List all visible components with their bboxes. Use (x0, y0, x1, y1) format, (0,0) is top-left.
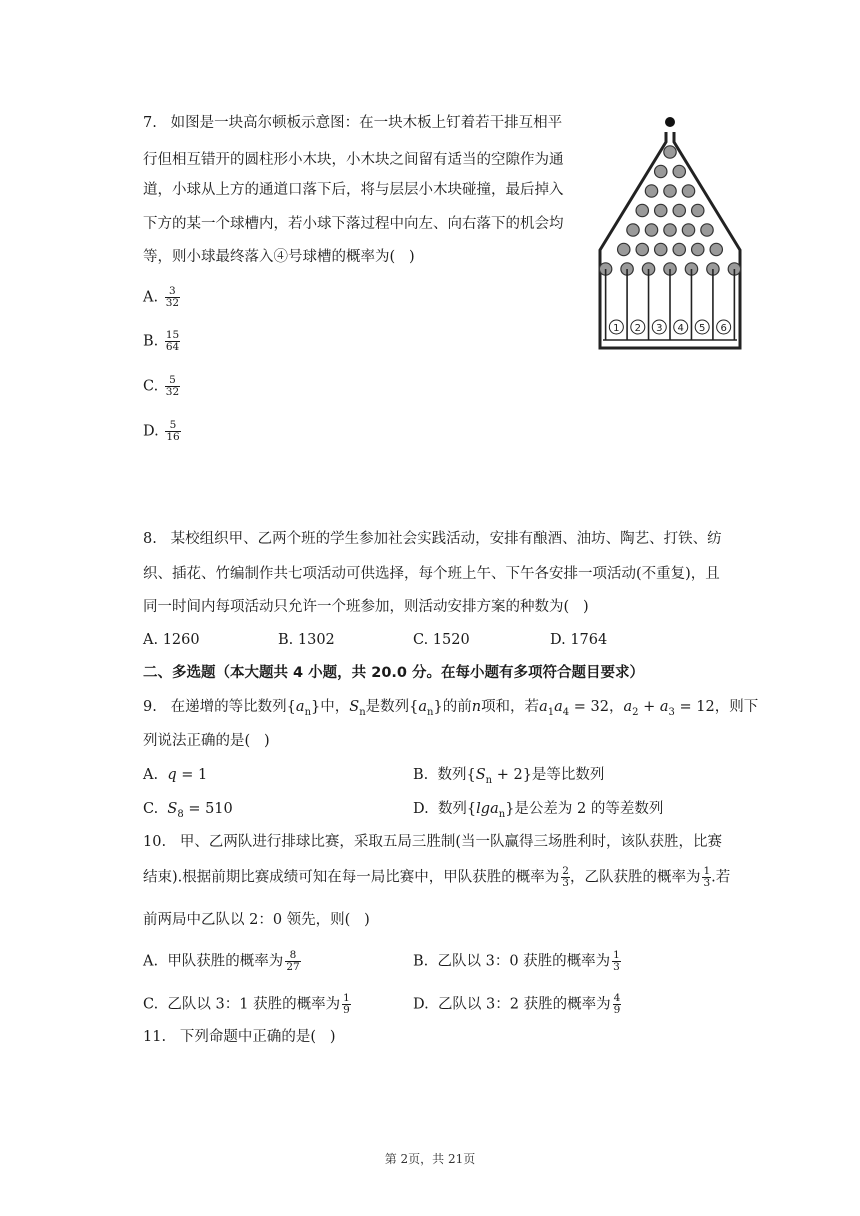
fraction (702, 866, 711, 889)
peg (664, 224, 676, 236)
q9-line-2: 列说法正确的是( ) (143, 733, 270, 749)
text: + 2}是等比数列 (492, 767, 605, 783)
q11-line-1: 11. 下列命题中正确的是( ) (143, 1029, 336, 1045)
math-sub: n (304, 706, 312, 718)
peg (655, 243, 667, 255)
numerator: 2 (562, 865, 569, 877)
q9-option-a (143, 765, 207, 785)
math-sub: n (427, 706, 434, 718)
math-var: a (418, 699, 428, 715)
math-sub: n (498, 808, 506, 820)
q9-option-c (143, 799, 233, 825)
denominator: 3 (703, 877, 711, 889)
fraction (612, 950, 621, 973)
numerator: 5 (165, 375, 180, 387)
peg (692, 243, 704, 255)
q7-option-b (143, 330, 180, 353)
numerator: 1 (703, 865, 711, 877)
text: 乙队以 3：0 获胜的概率为 (437, 953, 611, 970)
text: 项和，若 (481, 699, 540, 715)
fraction (613, 993, 622, 1016)
option-label: A. (143, 289, 159, 306)
denominator: 9 (343, 1004, 350, 1016)
denominator: 16 (166, 431, 180, 443)
option-label: C. (143, 378, 159, 395)
math-var: S (167, 801, 178, 817)
text: = 510 (183, 801, 233, 817)
q7-option-c (143, 375, 180, 398)
text: + (638, 699, 660, 715)
numerator: 1 (613, 949, 620, 961)
q7-line-5: 等，则小球最终落入④号球槽的概率为( ) (143, 249, 415, 265)
math-var: n (471, 699, 482, 715)
peg (673, 204, 685, 216)
text: 数列{ (437, 767, 476, 783)
fraction (165, 330, 180, 353)
peg (664, 185, 676, 197)
slot-label: 6 (720, 323, 727, 334)
text: = 32， (569, 699, 624, 715)
q8-line-2: 织、插花、竹编制作共七项活动可供选择，每个班上午、下午各安排一项活动(不重复)，且 (143, 566, 720, 582)
q10-option-d (413, 993, 621, 1016)
denominator: 32 (165, 297, 180, 309)
q7-line-2: 行但相互错开的圆柱形小木块，小木块之间留有适当的空隙作为通 (143, 152, 564, 168)
q8-option-b: B. 1302 (278, 632, 335, 648)
q8-option-c: C. 1520 (413, 632, 470, 648)
peg (618, 243, 630, 255)
peg (636, 243, 648, 255)
fraction (285, 950, 300, 973)
text: 是数列{ (365, 699, 419, 715)
question-number: 9. (143, 699, 157, 715)
option-label: A. (143, 767, 159, 783)
peg (682, 224, 694, 236)
peg (636, 204, 648, 216)
q8-option-a: A. 1260 (143, 632, 200, 648)
q9-option-b (413, 765, 604, 791)
option-label: B. (413, 767, 429, 783)
math-var: S (349, 699, 360, 715)
math-sub: 2 (632, 706, 639, 718)
fraction (561, 866, 570, 889)
fraction (165, 375, 180, 398)
text: .若 (711, 869, 731, 886)
math-sub: 3 (668, 706, 675, 718)
q10-line-2 (143, 866, 730, 889)
math-var: lga (476, 801, 499, 817)
numerator: 1 (343, 992, 350, 1004)
fraction (165, 286, 180, 309)
q10-line-1: 10. 甲、乙两队进行排球比赛，采取五局三胜制(当一队赢得三场胜利时，该队获胜，比赛 (143, 834, 723, 850)
peg (655, 204, 667, 216)
text: }的前 (433, 699, 472, 715)
q7-line-4: 下方的某一个球槽内，若小球下落过程中向左、向右落下的机会均 (143, 216, 564, 232)
math-sub: n (359, 706, 366, 718)
text: = 1 (176, 767, 208, 783)
text: 乙队以 3：1 获胜的概率为 (167, 996, 341, 1013)
text: 在递增的等比数列{ (170, 699, 296, 715)
numerator: 3 (165, 286, 180, 298)
peg (627, 224, 639, 236)
fraction (342, 993, 351, 1016)
denominator: 32 (165, 386, 180, 398)
math-var: a (295, 699, 305, 715)
peg (664, 146, 676, 158)
math-var: q (167, 767, 177, 783)
section-heading-multiple-choice: 二、多选题（本大题共 4 小题，共 20.0 分。在每小题有多项符合题目要求） (143, 665, 645, 681)
option-label: B. (413, 953, 429, 970)
text: 结束).根据前期比赛成绩可知在每一局比赛中，甲队获胜的概率为 (143, 869, 560, 886)
denominator: 3 (613, 961, 620, 973)
option-label: D. (143, 423, 159, 440)
peg (710, 243, 722, 255)
denominator: 3 (562, 877, 569, 889)
option-label: C. (143, 996, 159, 1013)
slot-label: 4 (677, 323, 684, 334)
q9-option-d (413, 799, 663, 825)
text: 乙队以 3：2 获胜的概率为 (437, 996, 611, 1013)
math-sub: 4 (562, 706, 570, 718)
option-label: A. (143, 953, 159, 970)
peg (673, 243, 685, 255)
option-label: B. (143, 333, 159, 350)
galton-board-figure (590, 110, 750, 355)
q7-option-a (143, 286, 180, 309)
numerator: 8 (285, 950, 300, 962)
fraction (165, 420, 180, 443)
q7-line-1: 7. 如图是一块高尔顿板示意图：在一块木板上钉着若干排互相平 (143, 115, 563, 131)
math-sub: 8 (177, 808, 184, 820)
peg (692, 204, 704, 216)
q8-line-3: 同一时间内每项活动只允许一个班参加，则活动安排方案的种数为( ) (143, 599, 589, 615)
numerator: 4 (613, 992, 621, 1004)
option-label: D. (413, 801, 429, 817)
q8-line-1: 8. 某校组织甲、乙两个班的学生参加社会实践活动，安排有酿酒、油坊、陶艺、打铁、纺 (143, 531, 722, 547)
text: }中， (311, 699, 350, 715)
numerator: 15 (165, 329, 180, 341)
text: ，乙队获胜的概率为 (569, 869, 701, 886)
page-footer: 第 2页，共 21页 (384, 1152, 476, 1166)
text: 数列{ (437, 801, 477, 817)
text: = 12，则下 (674, 699, 759, 715)
math-var: a (539, 699, 548, 715)
math-var: a (623, 699, 633, 715)
peg (645, 185, 657, 197)
q7-line-3: 道，小球从上方的通道口落下后，将与层层小木块碰撞，最后掉入 (143, 182, 564, 198)
q10-option-c (143, 993, 351, 1016)
math-sub: 1 (547, 706, 555, 718)
slot-label: 2 (634, 323, 641, 334)
math-var: a (659, 699, 669, 715)
slot-label: 1 (613, 323, 620, 334)
peg (682, 185, 694, 197)
q10-option-a (143, 950, 301, 973)
math-var: S (475, 767, 486, 783)
falling-ball (665, 117, 675, 127)
numerator: 5 (165, 420, 180, 432)
peg (701, 224, 713, 236)
q10-line-3: 前两局中乙队以 2：0 领先，则( ) (143, 912, 370, 928)
slot-label: 5 (699, 323, 706, 334)
math-var: a (554, 699, 563, 715)
denominator: 9 (613, 1004, 621, 1016)
peg (645, 224, 657, 236)
text: }是公差为 2 的等差数列 (505, 801, 664, 817)
denominator: 64 (165, 341, 180, 353)
slot-label: 3 (656, 323, 663, 334)
peg (655, 165, 667, 177)
math-sub: n (485, 774, 493, 786)
q7-option-d (143, 420, 181, 443)
q10-option-b (413, 950, 621, 973)
text: 甲队获胜的概率为 (167, 953, 284, 970)
q9-line-1 (143, 697, 758, 723)
option-label: D. (413, 996, 429, 1013)
peg (673, 165, 685, 177)
q8-option-d: D. 1764 (550, 632, 608, 648)
option-label: C. (143, 801, 159, 817)
denominator: 27 (286, 961, 300, 973)
pegs (599, 146, 740, 275)
